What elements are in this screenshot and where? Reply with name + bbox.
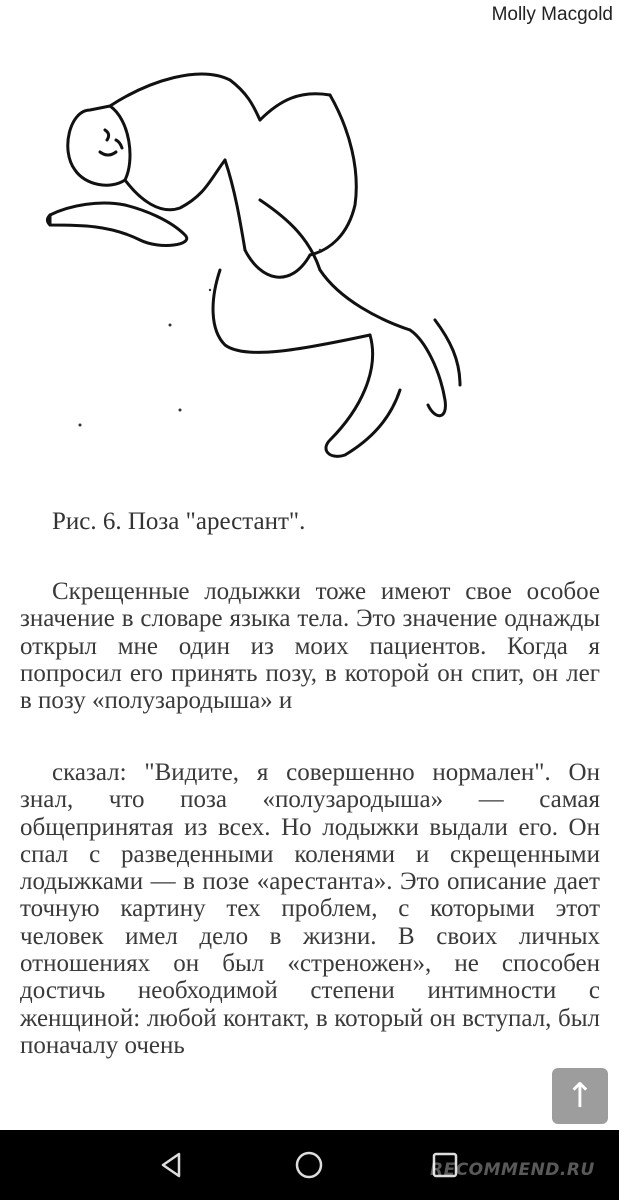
arrow-up-icon: ↑ [565, 1076, 595, 1116]
sleeping-figure-illustration [30, 40, 500, 480]
home-icon[interactable] [292, 1148, 326, 1182]
author-name: Molly Macgold [491, 4, 613, 25]
scroll-to-top-button[interactable] [552, 1068, 608, 1124]
back-icon[interactable] [155, 1148, 189, 1182]
paragraph-1: Скрещенные лодыжки тоже имеют свое особое значение в словаре языка тела. Это значение однажды открыл мне один из моих пациентов. Когда я попросил его принять позу, в которой он спит, он лег в позу «полузародыша» и [20, 578, 600, 715]
watermark: RECOMMEND.RU [430, 1160, 595, 1180]
figure-caption: Рис. 6. Поза "арестант". [52, 508, 306, 535]
paragraph-2: сказал: "Видите, я совершенно нормален". Он знал, что поза «полузародыша» — самая общепринятая из всех. Но лодыжки выдали его. Он спал с разведенными коленями и скрещенными лодыжками — в позе «арестанта». Это описание дает точную картину тех проблем, с которыми этот человек имел дело в жизни. В своих личных отношениях он был «стреножен», не способен достичь необходимой степени интимности с женщиной: любой контакт, в который он вступал, был поначалу очень [20, 759, 600, 1059]
